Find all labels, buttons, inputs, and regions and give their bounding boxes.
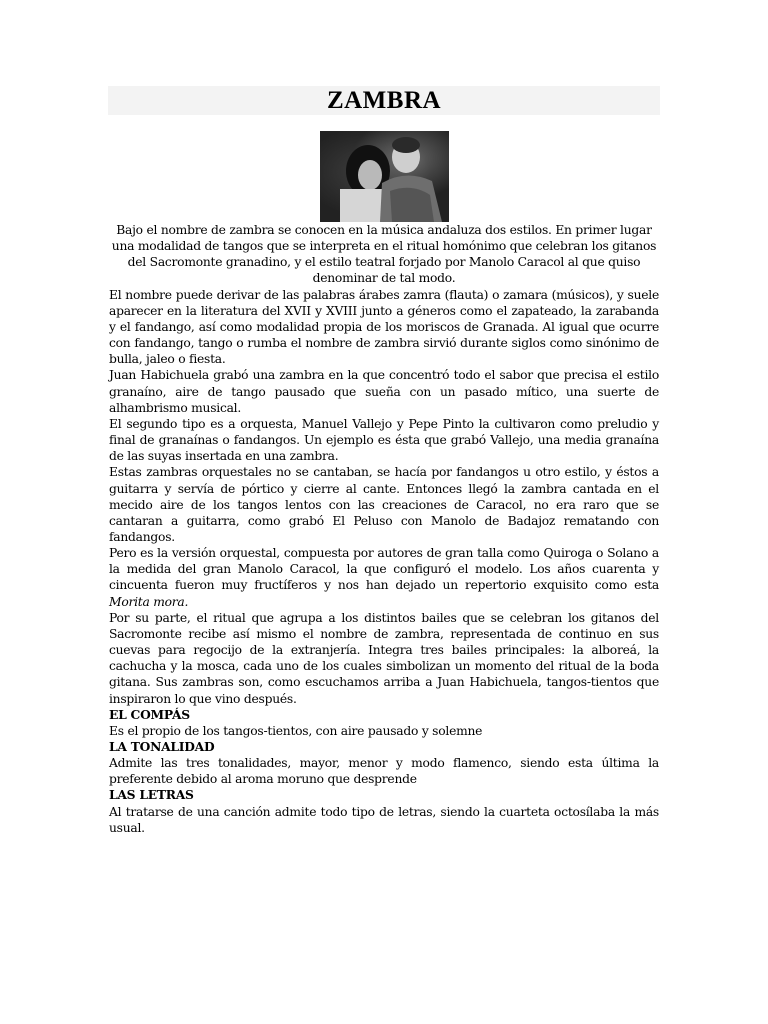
paragraph-habichuela: Juan Habichuela grabó una zambra en la que concentró todo el sabor que precisa el estilo granaíno, aire de tango pausado que sueña con un pasado mítico, una suerte de alhambrismo musical. (109, 368, 659, 415)
paragraph-version (109, 545, 659, 610)
page-title: ZAMBRA (326, 87, 442, 114)
heading-letras: LAS LETRAS (109, 787, 194, 803)
heading-tonalidad: LA TONALIDAD (109, 739, 215, 754)
intro-paragraph: Bajo el nombre de zambra se conocen en la música andaluza dos estilos. En primer lugar una modalidad de tangos que se interpreta en el ritual homónimo que celebran los gitanos del Sacromonte granadino, y el estilo teatral forjado por Manolo Caracol al que quiso denominar de tal modo. (111, 223, 657, 286)
paragraph-version-text: Pero es la versión orquestal, compuesta por autores de gran talla como Quiroga o Solano a la medida del gran Manolo Caracol, la que configuró el modelo. Los años cuarenta y cincuenta fueron muy fructíferos y nos han dejado un repertorio exquisito como esta (109, 546, 659, 593)
text-tonalidad: Admite las tres tonalidades, mayor, menor y modo flamenco, siendo esta última la preferente debido al aroma moruno que desprende (109, 756, 659, 787)
film-still-photo (320, 131, 449, 222)
text-letras: Al tratarse de una canción admite todo tipo de letras, siendo la cuarteta octosílaba la más usual. (109, 804, 659, 835)
paragraph-etymology: El nombre puede derivar de las palabras árabes zamra (flauta) o zamara (músicos), y suele aparecer en la literatura del XVII y XVIII junto a géneros como el zapateado, la zarabanda y el fandango, así como modalidad propia de los moriscos de Granada. Al igual que ocurre con fandango, tango o rumba el nombre de zambra sirvió durante siglos como sinónimo de bulla, jaleo o fiesta. (109, 287, 659, 367)
text-compas: Es el propio de los tangos-tientos, con aire pausado y solemne (109, 723, 483, 738)
song-title-italic: Morita mora. (109, 594, 189, 609)
paragraph-orchestral: El segundo tipo es a orquesta, Manuel Vallejo y Pepe Pinto la cultivaron como preludio y final de granaínas o fandangos. Un ejemplo es ésta que grabó Vallejo, una media granaína de las suyas insertada en una zambra. (109, 416, 659, 464)
paragraph-ritual: Por su parte, el ritual que agrupa a los distintos bailes que se celebran los gitanos del Sacromonte recibe así mismo el nombre de zambra, representada de continuo en sus cuevas para regocijo de la extranjería. Integra tres bailes principales: la alboreá, la cachucha y la mosca, cada uno de los cuales simbolizan un momento del ritual de la boda gitana. Sus zambras son, como escuchamos arriba a Juan Habichuela, tangos-tientos que inspiraron lo que vino después. (109, 610, 659, 706)
paragraph-caracol: Estas zambras orquestales no se cantaban, se hacía por fandangos u otro estilo, y éstos a guitarra y servía de pórtico y cierre al cante. Entonces llegó la zambra cantada en el mecido aire de los tangos lentos con las creaciones de Caracol, no era raro que se cantaran a guitarra, como grabó El Peluso con Manolo de Badajoz rematando con fandangos. (109, 465, 659, 544)
heading-compas: EL COMPÁS (109, 706, 190, 722)
article-body (109, 222, 659, 836)
